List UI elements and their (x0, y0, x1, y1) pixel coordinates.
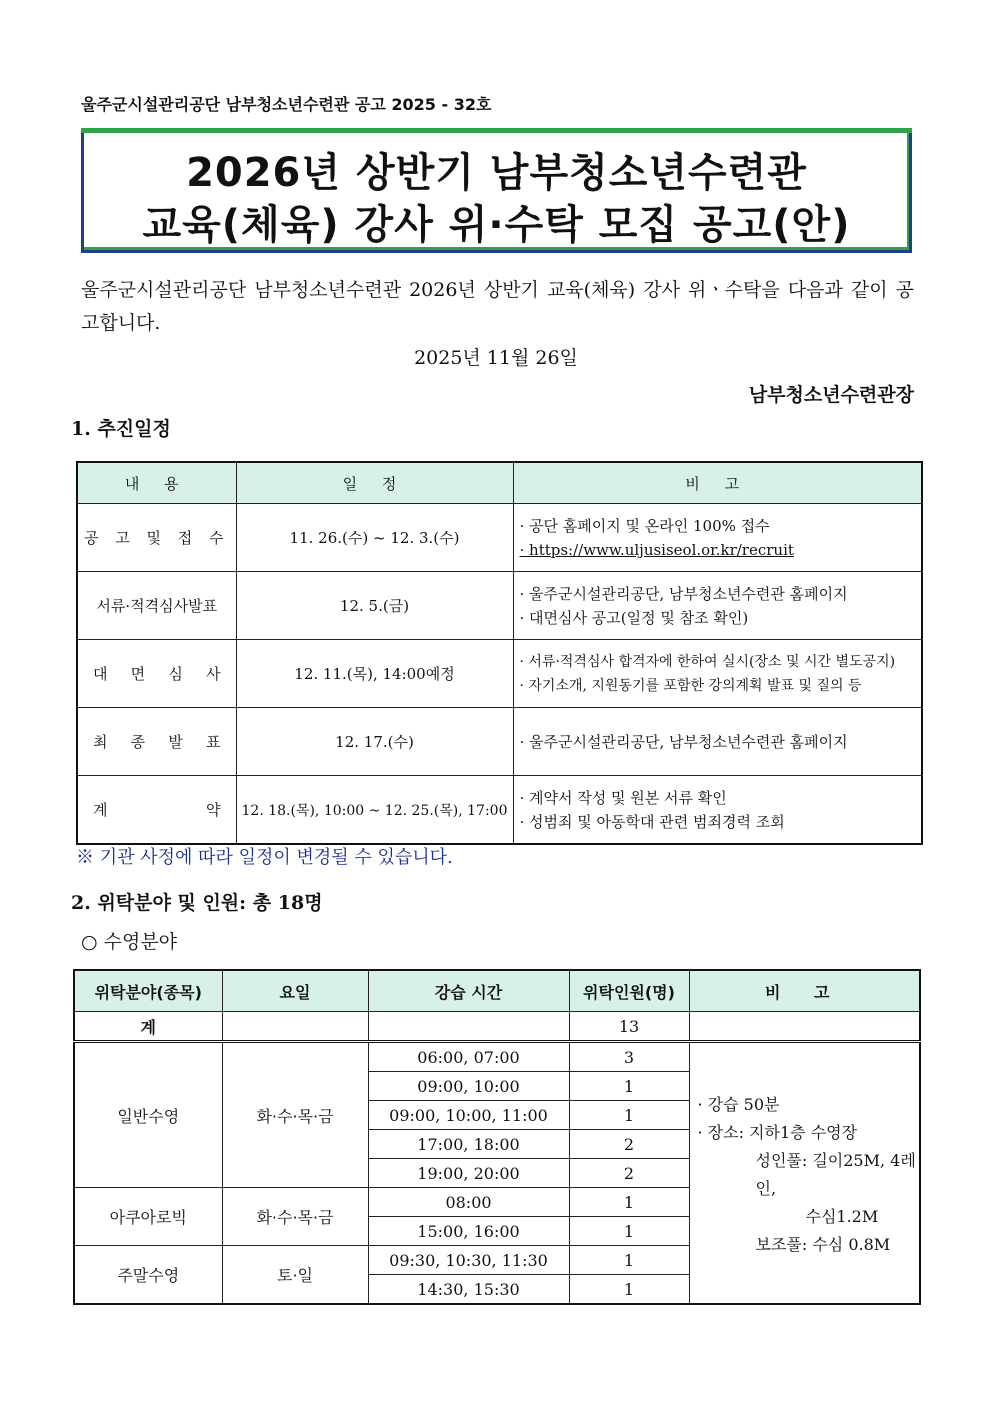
slot-time: 09:00, 10:00 (368, 1072, 569, 1101)
slot-count: 1 (569, 1101, 689, 1130)
schedule-item (77, 708, 236, 776)
slot-time: 14:30, 15:30 (368, 1275, 569, 1305)
slot-count: 3 (569, 1042, 689, 1072)
total-remarks (689, 1012, 920, 1042)
header-time: 강습 시간 (368, 970, 569, 1012)
section2-subtitle: ○ 수영분야 (81, 931, 178, 953)
note-line: · 서류·적격심사 합격자에 한하여 실시(장소 및 시간 별도공지) (519, 653, 896, 670)
schedule-notes (513, 572, 922, 640)
schedule-item (77, 776, 236, 845)
schedule-notes (513, 640, 922, 708)
table-row (77, 640, 922, 708)
total-row (74, 1012, 920, 1042)
schedule-date: 12. 11.(목), 14:00예정 (236, 640, 513, 708)
slot-count: 2 (569, 1130, 689, 1159)
slot-count: 1 (569, 1072, 689, 1101)
spread-label: 계 약 (93, 801, 221, 819)
table-row (74, 1042, 920, 1072)
schedule-header-schedule: 일 정 (236, 462, 513, 504)
table-row (77, 776, 922, 845)
notice-date: 2025년 11월 26일 (414, 347, 578, 369)
schedule-date: 12. 17.(수) (236, 708, 513, 776)
schedule-date: 12. 5.(금) (236, 572, 513, 640)
header-field: 위탁분야(종목) (74, 970, 222, 1012)
schedule-notes (513, 776, 922, 845)
remark-line: 수심1.2M (805, 1207, 879, 1226)
slot-time: 09:00, 10:00, 11:00 (368, 1101, 569, 1130)
field-general-swim: 일반수영 (74, 1042, 222, 1188)
field-aquarobic: 아쿠아로빅 (74, 1188, 222, 1246)
table-row (77, 504, 922, 572)
total-time (368, 1012, 569, 1042)
section1-title: 1. 추진일정 (71, 418, 171, 440)
field-weekend-swim: 주말수영 (74, 1246, 222, 1305)
schedule-item (77, 640, 236, 708)
total-count: 13 (569, 1012, 689, 1042)
slot-time: 06:00, 07:00 (368, 1042, 569, 1072)
schedule-date: 12. 18.(목), 10:00 ~ 12. 25.(목), 17:00 (236, 776, 513, 845)
remark-line: · 장소: 지하1층 수영장 (697, 1123, 858, 1142)
note-line: · 울주군시설관리공단, 남부청소년수련관 홈페이지 (519, 584, 848, 603)
header-days: 요일 (222, 970, 368, 1012)
header-remarks: 비 고 (689, 970, 920, 1012)
schedule-change-note: ※ 기관 사정에 따라 일정이 변경될 수 있습니다. (76, 847, 453, 868)
schedule-item: 공 고 및 접 수 (77, 504, 236, 572)
table-row (77, 572, 922, 640)
days-aquarobic: 화·수·목·금 (222, 1188, 368, 1246)
remarks-cell (689, 1042, 920, 1305)
note-line: · 공단 홈페이지 및 온라인 100% 접수 (519, 516, 770, 535)
recruit-link[interactable]: · https://www.uljusiseol.or.kr/recruit (519, 540, 794, 559)
slot-time: 08:00 (368, 1188, 569, 1217)
spread-label: 최 종 발 표 (93, 733, 221, 751)
days-weekend-swim: 토·일 (222, 1246, 368, 1305)
schedule-header-row (77, 462, 922, 504)
schedule-item: 서류·적격심사발표 (77, 572, 236, 640)
schedule-header-notes: 비 고 (513, 462, 922, 504)
slot-time: 17:00, 18:00 (368, 1130, 569, 1159)
intro-text: 울주군시설관리공단 남부청소년수련관 2026년 상반기 교육(체육) 강사 위ㆍ수탁을 다음과 같이 공고합니다. (81, 279, 914, 334)
note-line: · 성범죄 및 아동학대 관련 범죄경력 조회 (519, 812, 785, 831)
signer: 남부청소년수련관장 (748, 384, 914, 406)
title-box-accent (81, 128, 912, 133)
note-line: · 자기소개, 지원동기를 포함한 강의계획 발표 및 질의 등 (519, 677, 862, 694)
remark-line: 성인풀: 길이25M, 4레인, (755, 1151, 916, 1198)
slot-time: 19:00, 20:00 (368, 1159, 569, 1188)
total-label: 계 (74, 1012, 222, 1042)
schedule-date: 11. 26.(수) ~ 12. 3.(수) (236, 504, 513, 572)
schedule-table (76, 461, 923, 845)
note-line: · 대면심사 공고(일정 및 참조 확인) (519, 608, 749, 627)
slot-time: 09:30, 10:30, 11:30 (368, 1246, 569, 1275)
title-box (81, 128, 912, 253)
note-line: · 울주군시설관리공단, 남부청소년수련관 홈페이지 (519, 732, 848, 751)
slot-time: 15:00, 16:00 (368, 1217, 569, 1246)
title-line-1: 2026년 상반기 남부청소년수련관 (186, 150, 807, 196)
remark-line: · 강습 50분 (697, 1095, 780, 1114)
table-row (77, 708, 922, 776)
header-count: 위탁인원(명) (569, 970, 689, 1012)
spread-label: 대 면 심 사 (93, 665, 221, 683)
remark-line: 보조풀: 수심 0.8M (755, 1235, 891, 1254)
title-line-2: 교육(체육) 강사 위·수탁 모집 공고(안) (142, 202, 851, 248)
schedule-notes (513, 504, 922, 572)
schedule-header-item: 내 용 (77, 462, 236, 504)
slot-count: 1 (569, 1275, 689, 1305)
total-days (222, 1012, 368, 1042)
section2-title: 2. 위탁분야 및 인원: 총 18명 (71, 892, 323, 914)
slot-count: 2 (569, 1159, 689, 1188)
slot-count: 1 (569, 1246, 689, 1275)
consignment-table (73, 969, 921, 1305)
days-general-swim: 화·수·목·금 (222, 1042, 368, 1188)
note-line: · 계약서 작성 및 원본 서류 확인 (519, 788, 727, 807)
notice-number: 울주군시설관리공단 남부청소년수련관 공고 2025 - 32호 (81, 95, 492, 114)
consignment-header-row (74, 970, 920, 1012)
schedule-notes (513, 708, 922, 776)
slot-count: 1 (569, 1217, 689, 1246)
slot-count: 1 (569, 1188, 689, 1217)
